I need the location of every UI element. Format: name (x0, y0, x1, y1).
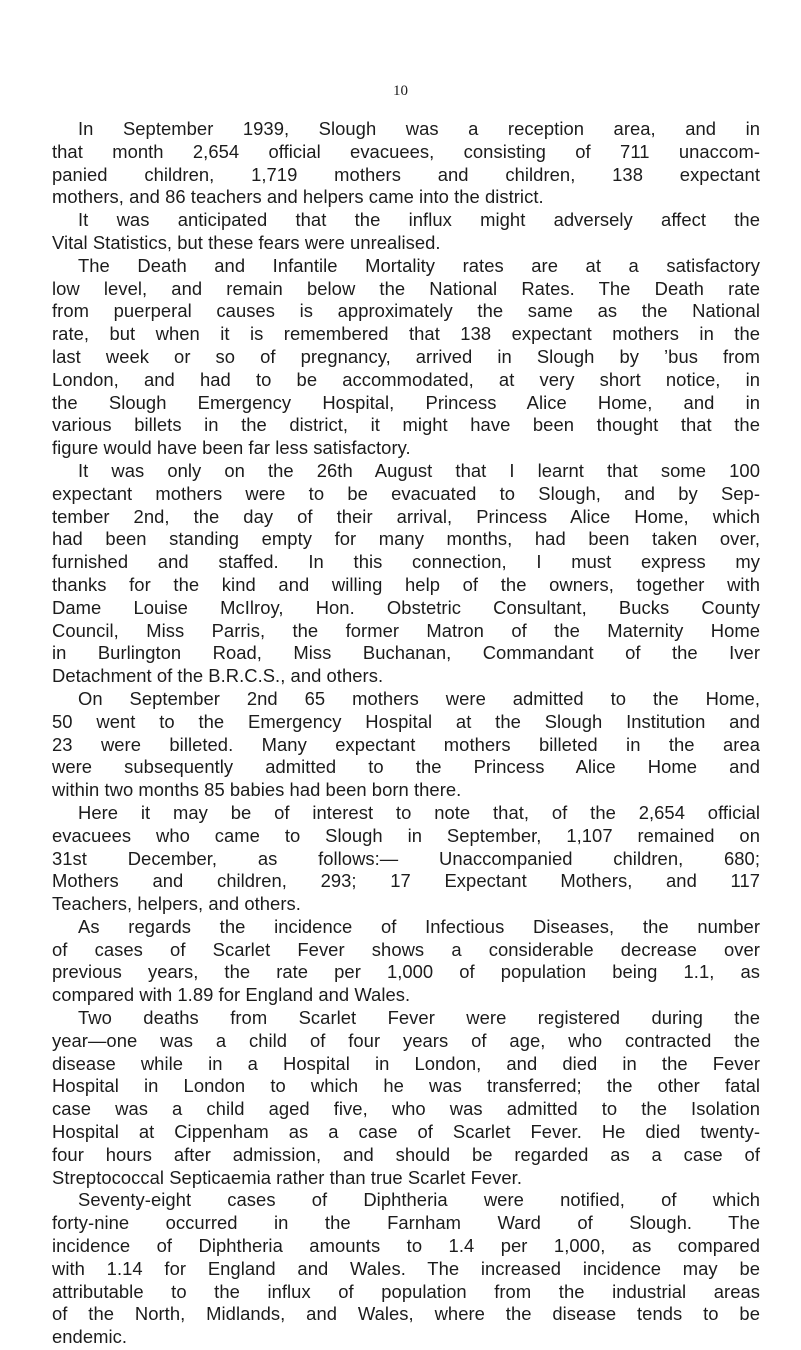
text-line: year—one was a child of four years of age, who contracted the (52, 1029, 760, 1051)
text-line: 23 were billeted. Many expectant mothers billeted in the area (52, 733, 760, 755)
text-line: Teachers, helpers, and others. (52, 893, 301, 915)
text-line: figure would have been far less satisfactory. (52, 437, 411, 459)
text-line: thanks for the kind and willing help of the owners, together with (52, 573, 760, 595)
text-line: Hospital at Cippenham as a case of Scarlet Fever. He died twenty- (52, 1121, 760, 1143)
text-line: four hours after admission, and should be regarded as a case of (52, 1143, 760, 1165)
text-line: had been standing empty for many months, had been taken over, (52, 528, 760, 550)
text-line: Streptococcal Septicaemia rather than true Scarlet Fever. (52, 1166, 522, 1188)
text-line: the Slough Emergency Hospital, Princess Alice Home, and in (52, 391, 760, 413)
text-line: in Burlington Road, Miss Buchanan, Commandant of the Iver (52, 642, 760, 664)
text-line: Council, Miss Parris, the former Matron of the Maternity Home (52, 619, 760, 641)
text-line: Mothers and children, 293; 17 Expectant Mothers, and 117 (52, 870, 760, 892)
text-line: evacuees who came to Slough in September, 1,107 remained on (52, 824, 760, 846)
text-line: London, and had to be accommodated, at very short notice, in (52, 368, 760, 390)
page-number: 10 (393, 83, 408, 99)
text-line: disease while in a Hospital in London, and died in the Fever (52, 1052, 760, 1074)
text-line: that month 2,654 official evacuees, consisting of 711 unaccom- (52, 140, 760, 162)
text-line: Two deaths from Scarlet Fever were registered during the (78, 1007, 760, 1029)
text-line: within two months 85 babies had been born there. (52, 779, 462, 801)
text-line: Here it may be of interest to note that, of the 2,654 official (78, 801, 760, 823)
text-line: It was only on the 26th August that I learnt that some 100 (78, 459, 760, 481)
text-line: tember 2nd, the day of their arrival, Princess Alice Home, which (52, 505, 760, 527)
text-line: of cases of Scarlet Fever shows a considerable decrease over (52, 938, 760, 960)
text-line: 50 went to the Emergency Hospital at the Slough Institution and (52, 710, 760, 732)
text-line: forty-nine occurred in the Farnham Ward of Slough. The (52, 1212, 760, 1234)
text-line: of the North, Midlands, and Wales, where the disease tends to be (52, 1303, 760, 1325)
text-line: Hospital in London to which he was transferred; the other fatal (52, 1075, 760, 1097)
text-line: were subsequently admitted to the Princess Alice Home and (52, 756, 760, 778)
text-line: expectant mothers were to be evacuated to Slough, and by Sep- (52, 482, 760, 504)
text-line: Detachment of the B.R.C.S., and others. (52, 665, 384, 687)
text-line: It was anticipated that the influx might adversely affect the (78, 209, 760, 231)
text-line: Seventy-eight cases of Diphtheria were notified, of which (78, 1189, 760, 1211)
text-line: case was a child aged five, who was admitted to the Isolation (52, 1098, 760, 1120)
text-line: mothers, and 86 teachers and helpers came into the district. (52, 186, 544, 208)
text-line: On September 2nd 65 mothers were admitted to the Home, (78, 687, 760, 709)
text-line: Dame Louise McIlroy, Hon. Obstetric Consultant, Bucks County (52, 596, 760, 618)
text-line: from puerperal causes is approximately the same as the National (52, 300, 760, 322)
text-line: endemic. (52, 1326, 128, 1348)
text-line: As regards the incidence of Infectious Diseases, the number (78, 915, 760, 937)
body-text (52, 118, 760, 1349)
text-line: 31st December, as follows:— Unaccompanied children, 680; (52, 847, 760, 869)
text-line: panied children, 1,719 mothers and children, 138 expectant (52, 163, 760, 185)
text-line: attributable to the influx of population from the industrial areas (52, 1280, 760, 1302)
text-line: various billets in the district, it might have been thought that the (52, 414, 760, 436)
text-line: Vital Statistics, but these fears were unrealised. (52, 231, 441, 253)
text-line: incidence of Diphtheria amounts to 1.4 per 1,000, as compared (52, 1235, 760, 1257)
text-line: furnished and staffed. In this connection, I must express my (52, 551, 760, 573)
text-line: with 1.14 for England and Wales. The increased incidence may be (52, 1257, 760, 1279)
text-line: The Death and Infantile Mortality rates are at a satisfactory (78, 254, 760, 276)
text-line: In September 1939, Slough was a reception area, and in (78, 118, 760, 139)
text-line: previous years, the rate per 1,000 of population being 1.1, as (52, 961, 760, 983)
text-line: rate, but when it is remembered that 138 expectant mothers in the (52, 323, 760, 345)
text-line: low level, and remain below the National Rates. The Death rate (52, 277, 760, 299)
text-line: last week or so of pregnancy, arrived in Slough by ’bus from (52, 345, 760, 367)
text-line: compared with 1.89 for England and Wales. (52, 984, 411, 1006)
